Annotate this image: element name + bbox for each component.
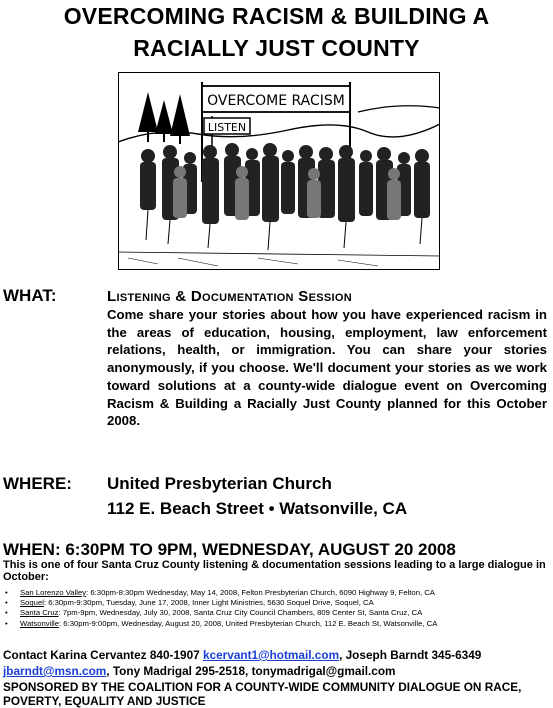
what-label: WHAT: (3, 286, 57, 305)
when-line: WHEN: 6:30PM TO 9PM, WEDNESDAY, AUGUST 20 2008 (3, 540, 456, 559)
bullet: • (5, 608, 8, 618)
session-details: : 7pm-9pm, Wednesday, July 30, 2008, Santa Cruz City Council Chambers, 809 Center St, Santa Cruz, CA (58, 608, 423, 618)
sessions-intro: This is one of four Santa Cruz County listening & documentation sessions leading to a large dialogue in October: (3, 559, 546, 583)
contact-prefix: Contact Karina Cervantez 840-1907 (3, 648, 203, 662)
contact-info (3, 647, 548, 679)
list-item (3, 598, 548, 608)
list-item (3, 588, 548, 598)
where-label: WHERE: (3, 474, 72, 493)
sponsor-line: SPONSORED BY THE COALITION FOR A COUNTY-WIDE COMMUNITY DIALOGUE ON RACE, POVERTY, EQUALITY AND JUSTICE (3, 680, 522, 708)
crowd-illustration (118, 72, 440, 270)
email-link-joseph[interactable]: jbarndt@msn.com (3, 664, 107, 678)
session-place: Santa Cruz (20, 608, 59, 618)
listen-sign-text: LISTEN (207, 121, 247, 134)
session-place: Watsonville (20, 618, 60, 628)
banner-text: OVERCOME RACISM (207, 93, 345, 109)
list-item (3, 619, 548, 629)
contact-suffix: , Tony Madrigal 295-2518, tonymadrigal@gmail.com (106, 664, 396, 678)
venue-name: United Presbyterian Church (107, 474, 332, 493)
bullet: • (5, 598, 8, 608)
venue-address: 112 E. Beach Street • Watsonville, CA (107, 499, 408, 518)
flyer-title-line-2: RACIALLY JUST COUNTY (133, 35, 420, 61)
contact-mid: , Joseph Barndt 345-6349 (339, 648, 482, 662)
session-heading: Listening & Documentation Session (107, 288, 352, 305)
bullet: • (5, 618, 8, 628)
session-place: San Lorenzo Valley (20, 588, 87, 597)
bullet: • (5, 588, 8, 597)
flyer-title-line-1: OVERCOMING RACISM & BUILDING A (63, 3, 490, 29)
session-details: : 6:30pm-9:00pm, Wednesday, August 20, 2008, United Presbyterian Church, 112 E. Beach St, Watsonville, CA (59, 618, 438, 628)
session-description: Come share your stories about how you have experienced racism in the areas of education, housing, employment, law enforcement relations, health, or immigration. You can share your stories anonymously, if you choose. We'll document your stories as we work toward solutions at a county-wide dialogue event on Overcoming Racism & Building a Racially Just County planned for this October 2008. (107, 307, 547, 429)
session-details: : 6:30pm-9:30pm, Tuesday, June 17, 2008, Inner Light Ministries, 5630 Soquel Drive, Soquel, CA (43, 598, 374, 608)
session-list (3, 588, 548, 629)
email-link-karina[interactable]: kcervant1@hotmail.com (202, 648, 340, 662)
session-details: : 6:30pm-8:30pm Wednesday, May 14, 2008, Felton Presbyterian Church, 6090 Highway 9, Felton, CA (86, 588, 435, 597)
list-item (3, 608, 548, 618)
session-place: Soquel (20, 598, 44, 608)
